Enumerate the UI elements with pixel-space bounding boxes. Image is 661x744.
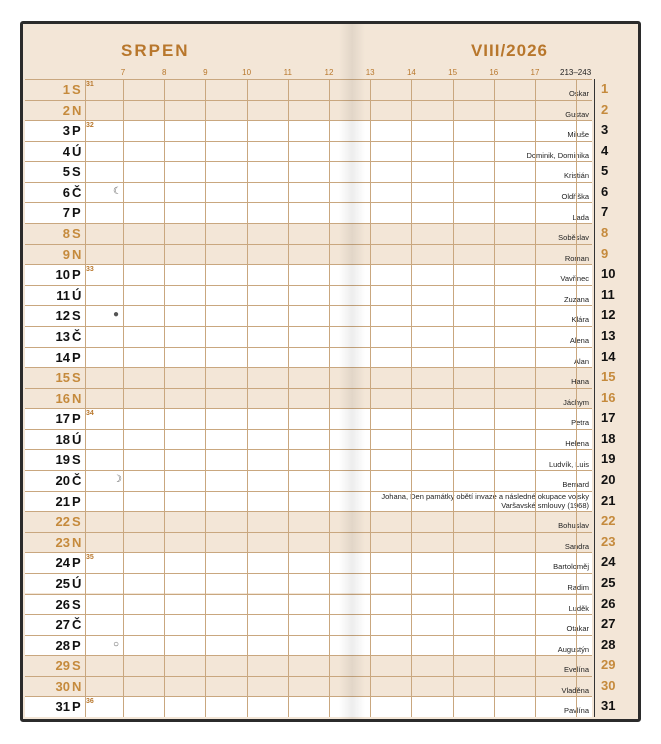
day-number: 26 [55, 596, 70, 612]
day-number: 9 [62, 246, 70, 262]
day-row[interactable] [25, 285, 592, 306]
day-number: 14 [55, 349, 70, 365]
day-letter: P [72, 555, 81, 571]
day-number: 28 [55, 637, 70, 653]
week-number: 33 [86, 266, 94, 274]
day-letter: N [72, 102, 82, 118]
day-number: 15 [55, 370, 70, 386]
nameday-label: Ludvík, Luis [548, 459, 589, 469]
day-letter: Ú [72, 143, 82, 159]
day-number: 30 [55, 678, 70, 694]
day-number-right: 5 [601, 163, 609, 179]
day-letter: P [72, 637, 81, 653]
day-letter: S [72, 308, 81, 324]
day-number: 8 [62, 226, 70, 242]
day-letter: S [72, 452, 81, 468]
nameday-label: Helena [565, 438, 589, 448]
nameday-label: Luděk [568, 603, 589, 613]
day-number-right: 17 [601, 410, 616, 426]
day-letter: S [72, 370, 81, 386]
nameday-label: Otakar [566, 624, 589, 634]
day-number: 11 [56, 287, 70, 303]
week-number: 35 [86, 554, 94, 562]
day-row[interactable] [25, 100, 592, 121]
day-row[interactable] [25, 635, 592, 656]
day-letter: Ú [72, 575, 82, 591]
day-row[interactable] [25, 120, 592, 141]
day-number: 21 [55, 493, 70, 509]
day-number-right: 23 [601, 533, 616, 549]
day-number-right: 16 [601, 389, 616, 405]
day-number-right: 3 [601, 122, 609, 138]
hour-label: 14 [406, 68, 416, 77]
day-row[interactable] [25, 347, 592, 368]
day-number-right: 13 [601, 327, 616, 343]
day-grid [25, 79, 616, 717]
grid-line [370, 79, 371, 717]
day-row[interactable] [25, 470, 592, 491]
nameday-label: Bohuslav [558, 521, 589, 531]
week-number: 31 [86, 81, 94, 88]
grid-line [205, 79, 206, 717]
nameday-label: Gustav [565, 109, 589, 119]
grid-line [453, 79, 454, 717]
day-number: 4 [62, 143, 70, 159]
day-number: 29 [55, 658, 70, 674]
day-row[interactable] [25, 655, 592, 676]
day-letter: Ú [72, 287, 82, 303]
period-title: VIII/2026 [470, 41, 548, 60]
day-number: 1 [62, 82, 70, 97]
day-row[interactable] [25, 408, 592, 429]
day-range: 213–243 [560, 68, 592, 77]
day-number-right: 19 [601, 451, 616, 467]
day-letter: Ú [72, 431, 82, 447]
nameday-label: Oldřiška [561, 191, 589, 201]
nameday-label: Lada [572, 212, 589, 222]
nameday-label: Alan [573, 356, 589, 366]
nameday-label: Kristián [563, 171, 589, 181]
week-number: 34 [86, 410, 94, 418]
day-letter: P [72, 411, 81, 427]
day-number-right: 10 [601, 266, 616, 282]
day-letter: S [72, 82, 81, 97]
day-row[interactable] [25, 244, 592, 265]
hour-label: 9 [203, 68, 208, 77]
day-number-right: 28 [601, 636, 616, 652]
hour-label: 16 [489, 68, 499, 77]
day-letter: S [72, 164, 81, 180]
nameday-label: Hana [571, 377, 589, 387]
day-number: 5 [62, 164, 70, 180]
hour-label: 15 [448, 68, 458, 77]
day-row[interactable] [25, 326, 592, 347]
day-number: 31 [55, 699, 70, 715]
day-number-right: 8 [601, 225, 609, 241]
day-number: 10 [55, 267, 70, 283]
hour-label: 10 [242, 68, 252, 77]
day-letter: S [72, 596, 81, 612]
day-number: 20 [55, 473, 70, 489]
nameday-label: Petra [571, 418, 589, 428]
moon-phase-icon: ○ [113, 638, 120, 650]
nameday-label: Alena [569, 336, 589, 346]
day-number: 23 [55, 534, 70, 550]
day-number-right: 1 [601, 81, 609, 96]
grid-divider [594, 79, 595, 717]
grid-line [164, 79, 165, 717]
day-number-right: 12 [601, 307, 616, 323]
day-row[interactable] [25, 491, 592, 512]
day-row[interactable] [25, 429, 592, 450]
day-row[interactable] [25, 552, 592, 573]
day-letter: N [72, 534, 82, 550]
day-row[interactable] [25, 223, 592, 244]
day-number-right: 27 [601, 616, 616, 632]
day-number-right: 30 [601, 677, 616, 693]
grid-line [288, 79, 289, 717]
day-number-right: 7 [601, 204, 609, 220]
nameday-label: Oskar [568, 89, 589, 99]
day-number-right: 6 [601, 183, 609, 199]
nameday-label: Johana, Den památky obětí invaze a následné okupace vojsky Varšavské smlouvy (1968) [381, 492, 589, 510]
day-number-right: 15 [601, 369, 616, 385]
nameday-label: Zuzana [563, 294, 589, 304]
day-row[interactable] [25, 161, 592, 182]
day-row[interactable] [25, 449, 592, 470]
nameday-label: Radim [567, 582, 589, 592]
day-letter: P [72, 493, 81, 509]
nameday-label: Sandra [564, 541, 589, 551]
day-number: 13 [55, 328, 70, 344]
nameday-label: Miluše [567, 130, 589, 140]
month-title: SRPEN [121, 41, 190, 60]
day-number: 7 [62, 205, 70, 221]
day-letter: P [72, 699, 81, 715]
grid-line [329, 79, 330, 717]
week-number: 36 [86, 698, 94, 706]
day-number: 24 [55, 555, 70, 571]
day-number: 17 [55, 411, 70, 427]
day-row[interactable] [25, 367, 592, 388]
day-number-right: 21 [601, 492, 616, 508]
day-row[interactable] [25, 305, 592, 326]
day-number-right: 25 [601, 574, 616, 590]
day-letter: P [72, 349, 81, 365]
moon-phase-icon: ☾ [113, 185, 122, 197]
day-number-right: 20 [601, 472, 616, 488]
day-letter: S [72, 226, 81, 242]
grid-line [247, 79, 248, 717]
day-number: 25 [55, 575, 70, 591]
day-number-right: 31 [601, 698, 616, 714]
moon-phase-icon: ☽ [113, 474, 122, 486]
nameday-label: Bernard [562, 480, 589, 490]
day-letter: N [72, 246, 82, 262]
grid-line [494, 79, 495, 717]
grid-line [535, 79, 536, 717]
day-number-right: 4 [601, 142, 609, 158]
week-number: 32 [86, 122, 94, 130]
day-letter: Č [72, 473, 82, 489]
day-number-right: 2 [601, 101, 609, 117]
day-number: 2 [62, 102, 70, 118]
day-number-right: 11 [601, 286, 615, 302]
hour-label: 11 [283, 68, 292, 77]
nameday-label: Pavlína [563, 706, 589, 716]
hour-label: 8 [161, 68, 167, 77]
grid-line [411, 79, 412, 717]
day-letter: P [72, 205, 81, 221]
nameday-label: Dominik, Dominika [526, 150, 589, 160]
nameday-label: Evelína [563, 665, 589, 675]
day-row[interactable] [25, 594, 592, 615]
grid-line [123, 79, 124, 717]
day-row[interactable] [25, 676, 592, 697]
day-number-right: 24 [601, 554, 616, 570]
day-row[interactable] [25, 79, 592, 100]
day-row[interactable] [25, 182, 592, 203]
day-letter: Č [72, 184, 82, 200]
day-letter: S [72, 658, 81, 674]
day-number: 12 [55, 308, 70, 324]
day-number-right: 22 [601, 513, 616, 529]
day-letter: Č [72, 617, 82, 633]
day-letter: N [72, 390, 82, 406]
day-row[interactable] [25, 696, 592, 717]
day-number-right: 14 [601, 348, 616, 364]
day-letter: Č [72, 328, 82, 344]
hour-label: 7 [120, 68, 126, 77]
day-row[interactable] [25, 614, 592, 635]
nameday-label: Roman [564, 253, 589, 263]
day-number: 19 [55, 452, 70, 468]
nameday-label: Bartoloměj [553, 562, 589, 572]
day-letter: S [72, 514, 81, 530]
moon-phase-icon: ● [113, 309, 120, 321]
day-number-right: 18 [601, 430, 616, 446]
day-number: 3 [62, 123, 70, 139]
nameday-label: Vavřinec [560, 274, 589, 284]
grid-line [576, 79, 577, 717]
nameday-label: Klára [571, 315, 589, 325]
day-number: 6 [62, 184, 70, 200]
hour-label: 13 [365, 68, 375, 77]
day-row[interactable] [25, 388, 592, 409]
day-letter: P [72, 267, 81, 283]
day-row[interactable] [25, 511, 592, 532]
day-letter: N [72, 678, 82, 694]
nameday-label: Soběslav [558, 233, 589, 243]
planner-page [20, 21, 641, 722]
day-number: 27 [55, 617, 70, 633]
nameday-label: Vladěna [561, 685, 589, 695]
day-row[interactable] [25, 264, 592, 285]
day-number: 18 [55, 431, 70, 447]
day-number-right: 26 [601, 595, 616, 611]
day-number-right: 9 [601, 245, 609, 261]
day-number: 16 [55, 390, 70, 406]
day-row[interactable] [25, 573, 592, 594]
day-letter: P [72, 123, 81, 139]
hour-label: 17 [530, 68, 540, 77]
hour-label: 12 [324, 68, 334, 77]
nameday-label: Jáchym [563, 397, 589, 407]
grid-line [85, 79, 86, 717]
day-row[interactable] [25, 202, 592, 223]
day-number-right: 29 [601, 657, 616, 673]
day-row[interactable] [25, 141, 592, 162]
nameday-label: Augustýn [557, 644, 589, 654]
day-number: 22 [55, 514, 70, 530]
day-row[interactable] [25, 532, 592, 553]
